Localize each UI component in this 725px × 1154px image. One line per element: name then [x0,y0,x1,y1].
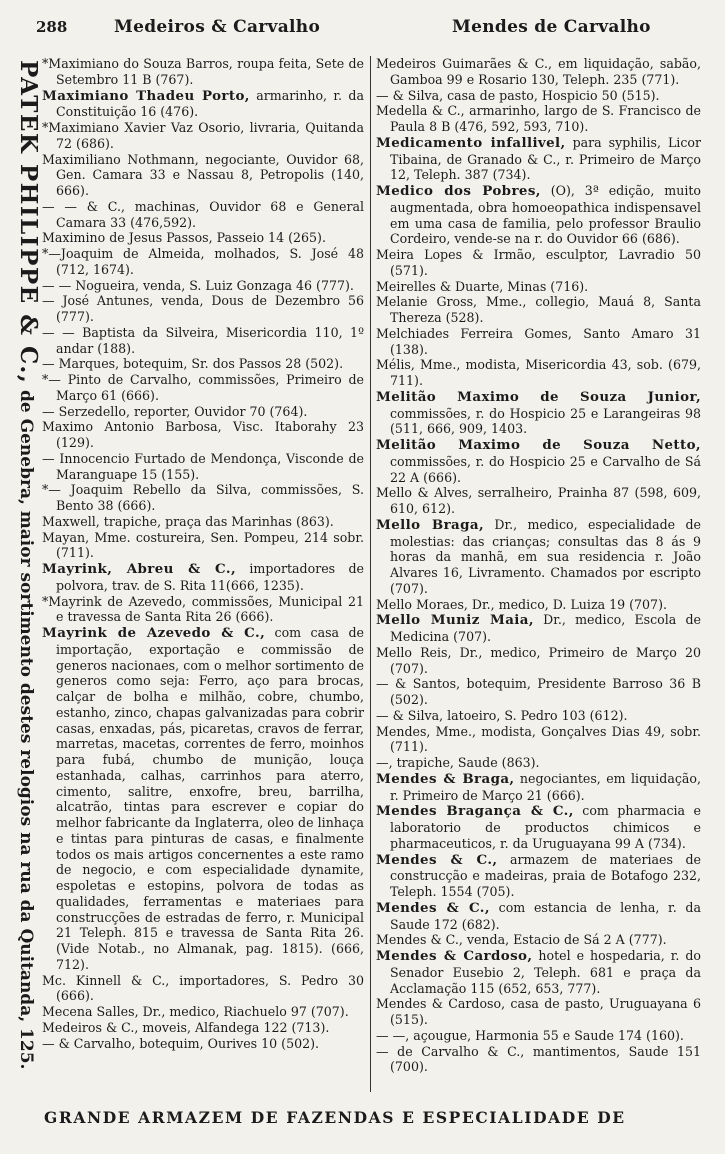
entry-text: — & Silva, latoeiro, S. Pedro 103 (612). [376,707,628,723]
entry-text: — Innocencio Furtado de Mendonça, Visconde de Maranguape 15 (155). [42,450,364,482]
entry-text: Meira Lopes & Irmão, esculptor, Lavradio 50 (571). [376,247,701,278]
directory-entry [376,56,701,88]
entry-text: —, trapiche, Saude (863). [376,755,540,770]
directory-entry [42,372,364,404]
directory-entry [42,404,364,420]
entry-text: Mello Moraes, Dr., medico, D. Luiza 19 (707). [376,596,667,612]
directory-entry [42,293,364,325]
entry-text: — — & C., machinas, Ouvidor 68 e General Camara 33 (476,592). [42,198,364,230]
entry-name: Mendes & C., [376,851,498,868]
directory-entry [376,803,701,851]
directory-entry [42,120,364,152]
header-right: Mendes de Carvalho [452,17,651,37]
directory-entry [42,451,364,483]
entry-text: Medella & C., armarinho, largo de S. Francisco de Paula 8 B (476, 592, 593, 710). [376,103,701,134]
entry-text: — & Silva, casa de pasto, Hospicio 50 (515). [376,87,660,103]
entry-text: *Maximiano Xavier Vaz Osorio, livraria, Quitanda 72 (686). [42,120,364,151]
entry-name: Melitão Maximo de Souza Junior, [376,388,701,405]
entry-text: Mc. Kinnell & C., importadores, S. Pedro 30 (666). [42,972,364,1004]
entry-text: — de Carvalho & C., mantimentos, Saude 151 (700). [376,1043,701,1075]
directory-entry [376,389,701,437]
directory-entry [376,357,701,389]
directory-entry [376,183,701,247]
directory-entry [376,852,701,900]
entry-text: Mecena Salles, Dr., medico, Riachuelo 97 (707). [42,1004,349,1019]
directory-entry [42,56,364,88]
directory-entry [42,152,364,199]
page-number: 288 [36,18,68,36]
directory-entry [42,325,364,357]
entry-text: — Marques, botequim, Sr. dos Passos 28 (502). [42,356,344,372]
entry-name: Mendes & Cardoso, [376,948,533,964]
directory-entry [376,724,701,756]
entry-text: Medeiros Guimarães & C., em liquidação, sabão, Gamboa 99 e Rosario 130, Teleph. 235 (771). [376,56,701,87]
entry-name: Mayrink de Azevedo & C., [42,625,266,641]
entry-text: armarinho, r. da Constituição 16 (476). [56,87,364,120]
directory-entry [42,1004,364,1020]
directory-entry [376,612,701,645]
entry-text: Mello & Alves, serralheiro, Prainha 87 (598, 609, 610, 612). [376,485,701,516]
entry-text: com estancia de lenha, r. da Saude 172 (682). [390,899,701,932]
directory-entry [376,900,701,933]
directory-entry [42,530,364,562]
directory-entry [42,594,364,626]
directory-entry [42,1020,364,1036]
directory-entry [42,625,364,973]
directory-entry [42,419,364,451]
entry-text: Mélis, Mme., modista, Misericordia 43, sob. (679, 711). [376,357,701,388]
entry-text: para syphilis, Licor Tibaina, de Granado & C., r. Primeiro de Março 12, Teleph. 387 (734). [390,134,701,183]
entry-text: *—Joaquim de Almeida, molhados, S. José 48 (712, 1674). [42,246,364,277]
entry-text: Dr., medico, especialidade de molestias: das crianças; consultas das 8 ás 9 horas da manhã, em sua residencia r. João Alvares 16, Livramento. Chamados por escripto (707). [390,516,701,596]
directory-entry [376,247,701,279]
entry-text: Melchiades Ferreira Gomes, Santo Amaro 31 (138). [376,325,701,357]
entry-text: com pharmacia e laboratorio de productos chimicos e pharmaceuticos, r. da Uruguayana 99 A (734). [390,803,701,851]
entry-name: Mendes & C., [376,899,490,916]
entry-text: negociantes, em liquidação, r. Primeiro de Março 21 (666). [390,770,701,803]
entry-name: Mello Braga, [376,516,485,533]
header-left: Medeiros & Carvalho [114,17,321,37]
directory-entry [376,676,701,708]
entry-name: Melitão Maximo de Souza Netto, [376,437,701,453]
entry-text: armazem de materiaes de construcção e madeiras, praia de Botafogo 232, Teleph. 1554 (705). [390,851,701,899]
entry-text: *Maximiano do Souza Barros, roupa feita, Sete de Setembro 11 B (767). [42,56,364,87]
entry-text: commissões, r. do Hospicio 25 e Larangeiras 98 (511, 666, 909, 1403. [390,405,701,437]
directory-entry [42,88,364,121]
entry-text: Maximino de Jesus Passos, Passeio 14 (265). [42,230,326,246]
entry-text: importadores de polvora, trav. de S. Rita 11(666, 1235). [56,561,365,593]
directory-entry [376,645,701,677]
directory-entry [376,326,701,358]
entry-text: Mendes, Mme., modista, Gonçalves Dias 49, sobr. (711). [376,723,701,755]
directory-entry [376,708,701,724]
directory-entry [376,517,701,597]
entry-text: — — Nogueira, venda, S. Luiz Gonzaga 46 (777). [42,277,354,293]
entry-text: *— Joaquim Rebello da Silva, commissões, S. Bento 38 (666). [42,482,364,513]
entry-name: Maximiano Thadeu Porto, [42,87,250,104]
directory-entry [376,103,701,135]
entry-text: — & Santos, botequim, Presidente Barroso 36 B (502). [376,676,701,707]
directory-entry [42,230,364,246]
left-column [42,56,370,1092]
directory-entry [376,485,701,517]
directory-entry [42,1036,364,1052]
entry-text: Mendes & Cardoso, casa de pasto, Uruguayana 6 (515). [376,996,701,1027]
entry-text: Mayan, Mme. costureira, Sen. Pompeu, 214 sobr. (711). [42,529,364,561]
entry-text: Medeiros & C., moveis, Alfandega 122 (713). [42,1019,330,1035]
column-divider [370,56,371,1092]
right-column [376,56,701,1092]
directory-entry [376,996,701,1028]
directory-entry [376,755,701,771]
footer-banner: GRANDE ARMAZEM DE FAZENDAS E ESPECIALIDADE DE [44,1108,626,1127]
directory-entry [42,199,364,231]
directory-entry [376,279,701,295]
directory-entry [376,1044,701,1076]
entry-text: Dr., medico, Escola de Medicina (707). [390,612,701,644]
sidebar-text: de Genebra, maior sortimento destes relogios na rua da Quitanda, 125. [16,389,36,1070]
directory-entry [376,437,701,485]
directory-entry [42,482,364,514]
entry-text: — Serzedello, reporter, Ouvidor 70 (764). [42,403,308,419]
entry-text: — — Baptista da Silveira, Misericordia 110, 1º andar (188). [42,324,364,356]
entry-text: com casa de importação, exportação e commissão de generos nacionaes, com o melhor sortimento de generos como seja: Ferro, aço para brocas, calçar de bolha e milhão, cobre, chumbo, estanho, zinco, chapas galvanizadas para cobrir casas, enxadas, pás, picaretas, cravos de ferrar, marretas, macetas, correntes de ferro, moinhos para fubá, chumbo de munição, louça estanhada, calhas, carrinhos para aterro, cimento, salitre, enxofre, breu, barrilha, alcatrão, tintas para escrever e copiar do melhor fabricante da Inglaterra, oleo de linhaça e tintas para pinturas de casas, e finalmente todos os mais artigos concernentes a este ramo de negocio, e com especialidade dynamite, espoletas e estopins, polvora de todas as qualidades, ferramentas e materiaes para construcções de estradas de ferro, r. Municipal 21 Teleph. 815 e travessa de Santa Rita 26. (Vide Notab., no Almanak, pag. 1815). (666, 712). [56,625,364,972]
entry-text: — —, açougue, Harmonia 55 e Saude 174 (160). [376,1027,684,1043]
directory-entry [376,135,701,183]
entry-name: Medico dos Pobres, [376,183,541,199]
directory-entry [42,514,364,530]
directory-entry [42,561,364,594]
directory-entry [376,294,701,326]
entry-text: Maxwell, trapiche, praça das Marinhas (863). [42,513,334,529]
entry-text: Maximo Antonio Barbosa, Visc. Itaborahy 23 (129). [42,419,364,450]
entry-text: — & Carvalho, botequim, Ourives 10 (502). [42,1035,320,1051]
directory-entry [42,973,364,1005]
entry-text: hotel e hospedaria, r. do Senador Eusebio 2, Teleph. 681 e praça da Acclamação 115 (652, 653, 777). [390,948,701,996]
directory-entry [376,597,701,613]
directory-entry [42,356,364,372]
directory-entry [376,1028,701,1044]
entry-text: Mello Reis, Dr., medico, Primeiro de Março 20 (707). [376,644,701,676]
directory-entry [42,246,364,278]
directory-entry [376,88,701,104]
entry-text: commissões, r. do Hospicio 25 e Carvalho de Sá 22 A (666). [390,453,701,485]
sidebar-brand: PATEK PHILIPPE & C., [15,60,42,385]
entry-text: Meirelles & Duarte, Minas (716). [376,278,589,294]
entry-text: *— Pinto de Carvalho, commissões, Primeiro de Março 61 (666). [42,372,364,403]
entry-text: Mendes & C., venda, Estacio de Sá 2 A (777). [376,932,667,948]
directory-entry [42,278,364,294]
entry-name: Mendes Bragança & C., [376,803,574,820]
entry-name: Mello Muniz Maia, [376,612,534,629]
entry-text: Melanie Gross, Mme., collegio, Mauá 8, Santa Thereza (528). [376,294,701,325]
page-header [22,14,719,42]
entry-name: Mendes & Braga, [376,770,515,787]
entry-text: *Mayrink de Azevedo, commissões, Municipal 21 e travessa de Santa Rita 26 (666). [42,593,364,625]
directory-entry [376,771,701,804]
entry-text: — José Antunes, venda, Dous de Dezembro 56 (777). [42,293,364,324]
entry-text: Maximiliano Nothmann, negociante, Ouvidor 68, Gen. Camara 33 e Nassau 8, Petropolis (140, 666). [42,151,364,198]
directory-entry [376,932,701,948]
directory-entry [376,948,701,996]
sidebar-advertisement [2,60,42,1070]
entry-name: Medicamento infallivel, [376,134,566,151]
entry-text: (O), 3ª edição, muito augmentada, obra homoeopathica indispensavel em uma casa de familia, pelo professor Braulio Cordeiro, vende-se na r. do Ouvidor 66 (686). [390,183,701,247]
entry-name: Mayrink, Abreu & C., [42,561,237,577]
